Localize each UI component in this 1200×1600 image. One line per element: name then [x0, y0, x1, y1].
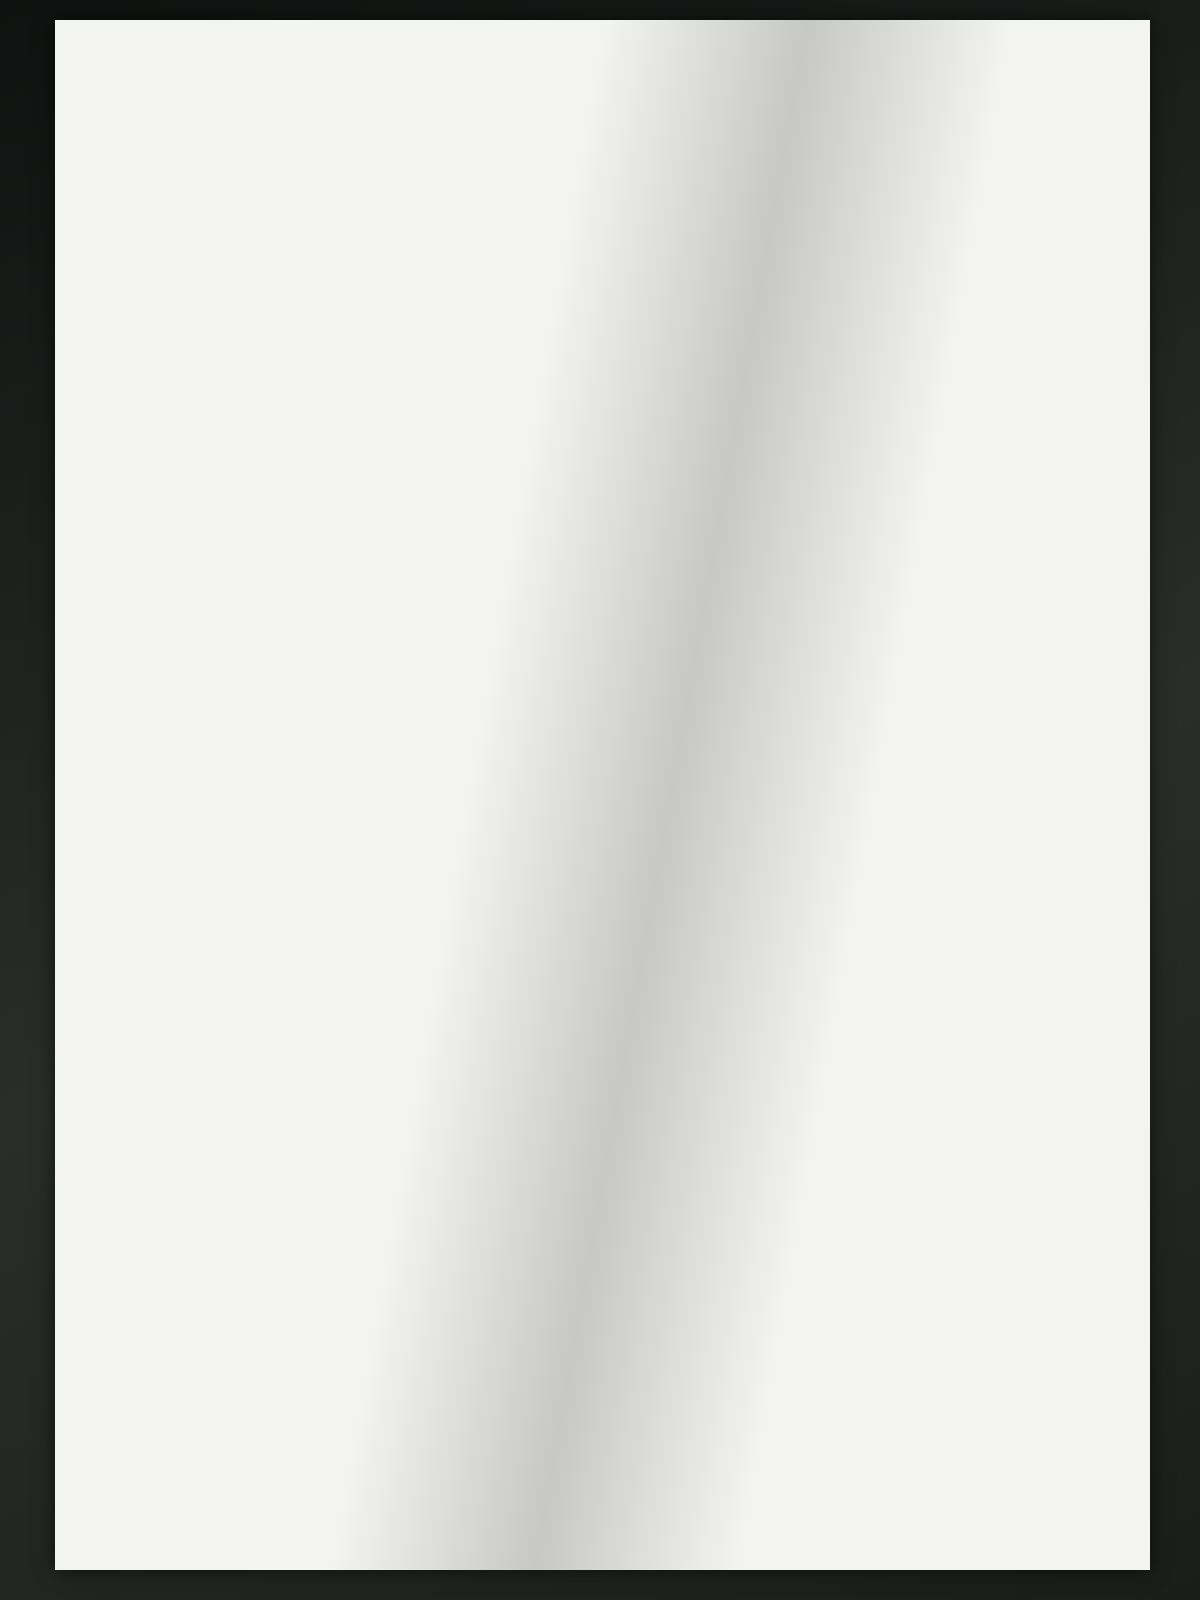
paper-sheet [55, 20, 1150, 1570]
match-roster-document [1150, 1115, 1200, 1600]
